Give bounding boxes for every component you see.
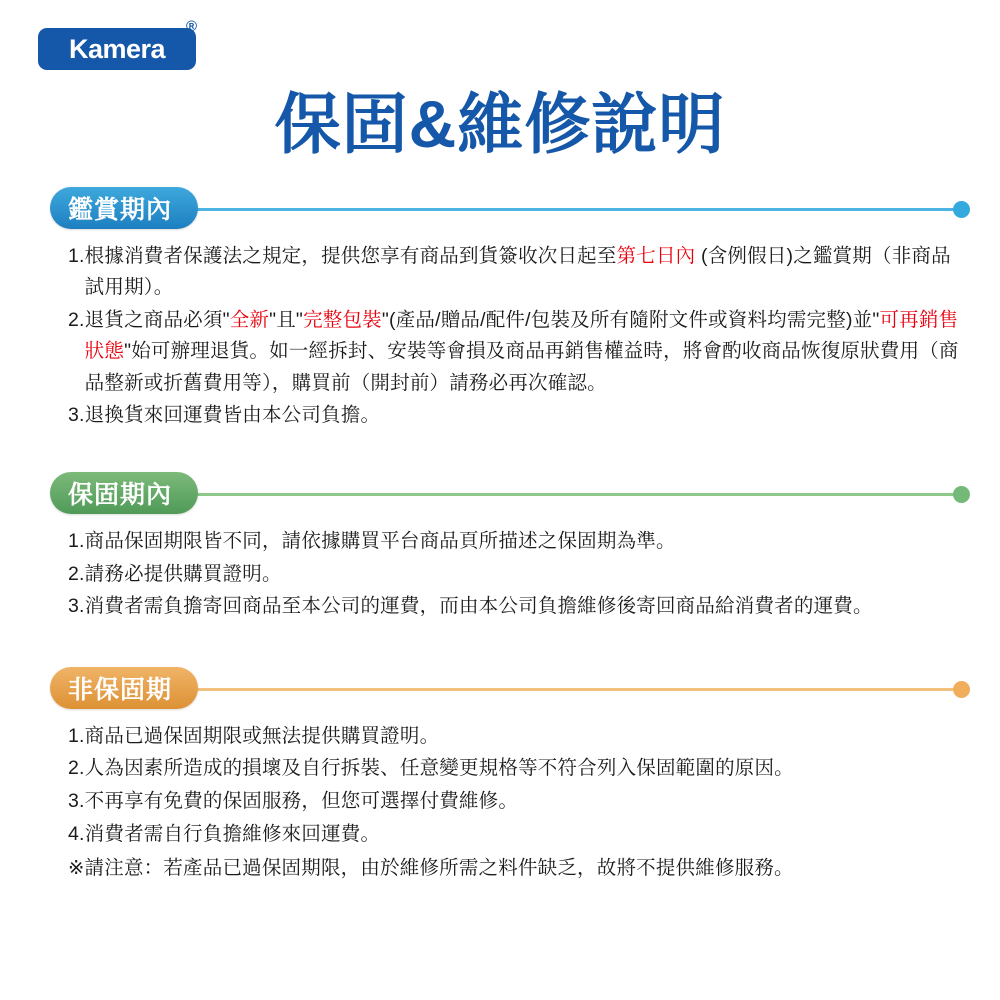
section-body xyxy=(30,241,970,432)
list-item-marker: 2. xyxy=(68,308,85,331)
body-text: 退貨之商品必須" xyxy=(84,308,230,331)
body-text: 商品已過保固期限或無法提供購買證明。 xyxy=(84,724,440,747)
list-item-text xyxy=(85,400,960,432)
list-item-marker: 2. xyxy=(68,757,85,780)
list-item-marker: 3. xyxy=(68,789,85,812)
list-item-marker: 3. xyxy=(68,404,85,427)
body-text: 根據消費者保護法之規定，提供您享有商品到貨簽收次日起至 xyxy=(84,244,617,267)
list-item-text xyxy=(85,786,960,818)
highlight-text: 完整包裝 xyxy=(303,308,382,331)
list-item-marker: 1. xyxy=(68,724,85,747)
body-text: 退換貨來回運費皆由本公司負擔。 xyxy=(84,404,381,427)
list-item-text xyxy=(85,559,960,591)
body-text: 請注意：若產品已過保固期限，由於維修所需之料件缺乏，故將不提供維修服務。 xyxy=(84,857,794,880)
list-item-marker: 3. xyxy=(68,595,85,618)
body-text: "始可辦理退貨。如一經拆封、安裝等會損及商品再銷售權益時，將會酌收商品恢復原狀費用（商品整新或折舊費用等），購買前（開封前）請務必再次確認。 xyxy=(84,340,959,394)
section-warranty-period xyxy=(30,472,970,623)
highlight-text: 第七日內 xyxy=(616,244,696,267)
list-item xyxy=(68,559,960,591)
section-chip-label: 保固期內 xyxy=(50,472,198,514)
section-chip-label: 鑑賞期內 xyxy=(50,187,198,229)
body-text: 消費者需負擔寄回商品至本公司的運費，而由本公司負擔維修後寄回商品給消費者的運費。 xyxy=(84,595,873,618)
brand-logo xyxy=(38,18,203,70)
section-chip-label: 非保固期 xyxy=(50,667,198,709)
section-header xyxy=(30,472,970,516)
list-item-text xyxy=(85,591,960,623)
body-text: 人為因素所造成的損壞及自行拆裝、任意變更規格等不符合列入保固範圍的原因。 xyxy=(84,757,794,780)
body-text: (含例假日)之鑑賞期（非商品試用期）。 xyxy=(84,244,951,299)
section-body xyxy=(30,721,970,885)
section-end-dot-icon xyxy=(953,486,970,503)
list-item xyxy=(68,591,960,623)
logo-badge xyxy=(38,28,196,70)
highlight-text: 可再銷售狀態 xyxy=(84,308,959,363)
section-inspection-period xyxy=(30,187,970,432)
registered-trademark-icon: ® xyxy=(186,18,198,35)
list-item-marker: 1. xyxy=(68,530,85,553)
list-item xyxy=(68,400,960,432)
list-item xyxy=(68,526,960,558)
list-item xyxy=(68,786,960,818)
list-item-text xyxy=(85,819,960,851)
highlight-text: 全新 xyxy=(229,308,270,331)
section-out-of-warranty xyxy=(30,667,970,885)
page-title: 保固&維修說明 xyxy=(274,87,726,161)
list-item-text xyxy=(85,305,960,400)
body-text: 不再享有免費的保固服務，但您可選擇付費維修。 xyxy=(84,789,519,812)
section-end-dot-icon xyxy=(953,681,970,698)
body-text: 消費者需自行負擔維修來回運費。 xyxy=(84,822,381,845)
list-item-text xyxy=(85,241,960,304)
list-item-text xyxy=(85,526,960,558)
body-text: 請務必提供購買證明。 xyxy=(84,562,282,585)
list-item xyxy=(68,721,960,753)
list-item xyxy=(68,753,960,785)
list-item xyxy=(68,305,960,400)
section-header xyxy=(30,667,970,711)
list-item-marker: ※ xyxy=(68,857,85,880)
list-item-marker: 2. xyxy=(68,562,85,585)
logo-text: Kamera xyxy=(68,33,166,64)
list-item-text xyxy=(85,853,960,885)
list-item-text xyxy=(85,753,960,785)
section-header xyxy=(30,187,970,231)
section-body xyxy=(30,526,970,623)
list-item xyxy=(68,241,960,304)
body-text: "且" xyxy=(269,308,304,331)
list-item-marker: 1. xyxy=(68,244,85,267)
list-item xyxy=(68,853,960,885)
list-item xyxy=(68,819,960,851)
section-end-dot-icon xyxy=(953,201,970,218)
list-item-text xyxy=(85,721,960,753)
list-item-marker: 4. xyxy=(68,822,85,845)
body-text: 商品保固期限皆不同，請依據購買平台商品頁所描述之保固期為準。 xyxy=(84,530,676,553)
body-text: "(產品/贈品/配件/包裝及所有隨附文件或資料均需完整)並" xyxy=(381,308,880,331)
